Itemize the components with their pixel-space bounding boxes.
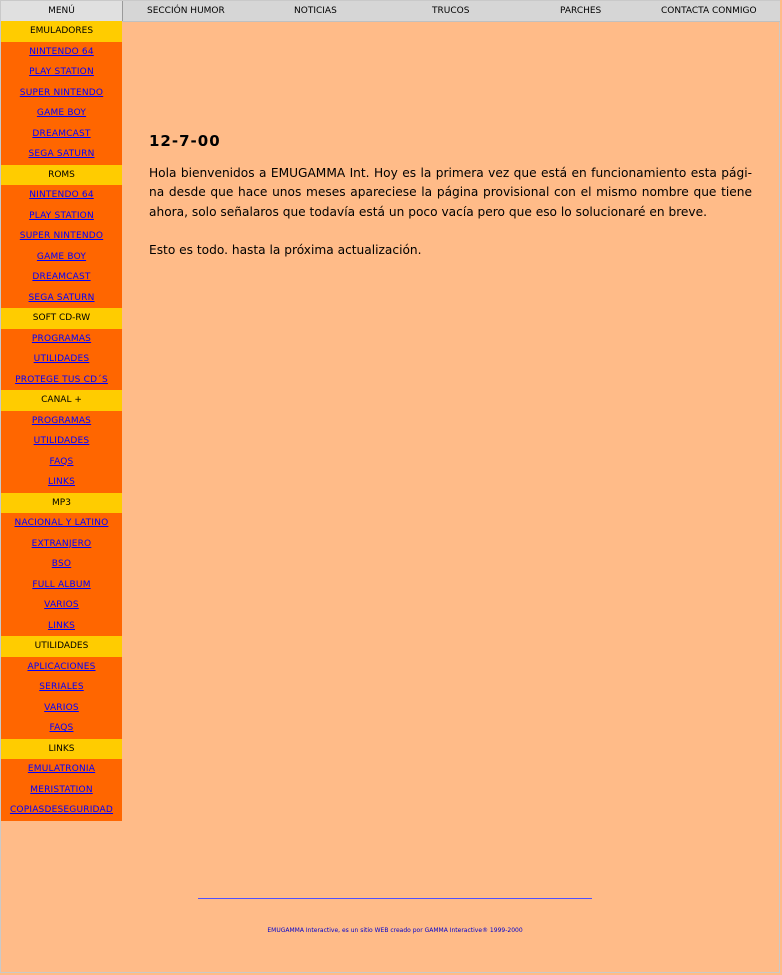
sidebar-link-soft-utilidades[interactable]: UTILIDADES — [33, 354, 90, 364]
sidebar-item — [1, 431, 122, 452]
sidebar-link-util-aplicaciones[interactable]: APLICACIONES — [27, 661, 96, 672]
sidebar-item — [1, 657, 122, 678]
sidebar-item — [1, 42, 122, 63]
sidebar-link-soft-programas[interactable]: PROGRAMAS — [31, 333, 92, 344]
sidebar-item — [1, 226, 122, 247]
sidebar-item — [1, 411, 122, 432]
sidebar-category-soft-cd-rw: SOFT CD-RW — [1, 308, 122, 329]
sidebar-link-emuladores-super-nintendo[interactable]: SUPER NINTENDO — [19, 87, 104, 98]
sidebar-item — [1, 452, 122, 473]
sidebar-link-soft-protege-tus-cds[interactable]: PROTEGE TUS CD´S — [15, 374, 108, 385]
sidebar-link-copiasdeseguridad[interactable]: COPIASDESEGURIDAD — [9, 805, 114, 815]
sidebar-link-mp3-extranjero[interactable]: EXTRANJERO — [31, 538, 92, 549]
sidebar-item — [1, 595, 122, 616]
sidebar-item — [1, 718, 122, 739]
sidebar-link-roms-nintendo-64[interactable]: NINTENDO 64 — [29, 190, 94, 200]
sidebar-item — [1, 83, 122, 104]
sidebar-link-util-seriales[interactable]: SERIALES — [39, 682, 84, 692]
sidebar-link-roms-sega-saturn[interactable]: SEGA SATURN — [28, 292, 95, 303]
sidebar-link-canal-programas[interactable]: PROGRAMAS — [31, 415, 92, 426]
sidebar-item — [1, 759, 122, 780]
sidebar-item — [1, 800, 122, 821]
sidebar-item — [1, 206, 122, 227]
sidebar-item — [1, 616, 122, 637]
sidebar-category-utilidades: UTILIDADES — [1, 636, 122, 657]
sidebar-item — [1, 554, 122, 575]
sidebar-item — [1, 103, 122, 124]
nav-link-trucos[interactable]: TRUCOS — [432, 6, 470, 16]
news-paragraph-welcome: Hola bienvenidos a EMUGAMMA Int. Hoy es la primera vez que está en funcionamiento esta pági-na desde que hace unos meses apareciese la página provisional con el mismo nombre que tiene ahora, solo señalaros que todavía está un poco vacía pero que eso lo solucionaré en breve. — [149, 166, 752, 219]
sidebar-link-emulatronia[interactable]: EMULATRONIA — [27, 764, 96, 774]
sidebar-link-util-varios[interactable]: VARIOS — [44, 702, 79, 713]
sidebar-item — [1, 780, 122, 801]
sidebar-link-roms-dreamcast[interactable]: DREAMCAST — [32, 272, 91, 282]
sidebar-link-mp3-links[interactable]: LINKS — [47, 620, 75, 631]
sidebar-category-links: LINKS — [1, 739, 122, 760]
sidebar-item — [1, 267, 122, 288]
sidebar-link-canal-utilidades[interactable]: UTILIDADES — [33, 436, 90, 446]
sidebar-item — [1, 534, 122, 555]
sidebar-item — [1, 370, 122, 391]
sidebar-link-roms-super-nintendo[interactable]: SUPER NINTENDO — [19, 231, 104, 241]
sidebar-link-emuladores-dreamcast[interactable]: DREAMCAST — [32, 128, 91, 139]
nav-link-contacta-conmigo[interactable]: CONTACTA CONMIGO — [661, 6, 757, 16]
sidebar-item — [1, 124, 122, 145]
sidebar-link-emuladores-game-boy[interactable]: GAME BOY — [36, 108, 87, 118]
nav-link-seccion-humor[interactable]: SECCIÓN HUMOR — [147, 6, 225, 16]
sidebar-link-roms-play-station[interactable]: PLAY STATION — [29, 210, 94, 221]
sidebar-link-canal-faqs[interactable]: FAQS — [49, 456, 74, 467]
nav-link-parches[interactable]: PARCHES — [560, 6, 602, 16]
sidebar-category-emuladores: EMULADORES — [1, 21, 122, 42]
nav-link-noticias[interactable]: NOTICIAS — [294, 6, 337, 16]
news-paragraph-closing: Esto es todo. hasta la próxima actualización. — [149, 243, 422, 258]
sidebar-item — [1, 288, 122, 309]
sidebar-item — [1, 349, 122, 370]
sidebar-item — [1, 677, 122, 698]
sidebar-category-roms: ROMS — [1, 165, 122, 186]
sidebar-link-canal-links[interactable]: LINKS — [47, 477, 75, 487]
sidebar-item — [1, 62, 122, 83]
sidebar-item — [1, 472, 122, 493]
sidebar-link-roms-game-boy[interactable]: GAME BOY — [36, 251, 87, 262]
sidebar-menu — [1, 21, 122, 821]
sidebar-item — [1, 575, 122, 596]
sidebar-item — [1, 513, 122, 534]
sidebar-link-emuladores-sega-saturn[interactable]: SEGA SATURN — [28, 149, 95, 159]
sidebar-link-mp3-full-album[interactable]: FULL ALBUM — [32, 579, 91, 590]
sidebar-link-mp3-bso[interactable]: BSO — [51, 559, 72, 569]
footer-credits: EMUGAMMA Interactive, es un sitio WEB creado por GAMMA Interactive® 1999-2000 — [267, 927, 523, 934]
sidebar-item — [1, 329, 122, 350]
sidebar-item — [1, 185, 122, 206]
sidebar-link-emuladores-play-station[interactable]: PLAY STATION — [29, 67, 94, 77]
news-date: 12-7-00 — [149, 132, 221, 150]
sidebar-item — [1, 144, 122, 165]
sidebar-category-mp3: MP3 — [1, 493, 122, 514]
sidebar-link-emuladores-nintendo-64[interactable]: NINTENDO 64 — [29, 46, 94, 57]
sidebar-category-canal-plus: CANAL + — [1, 390, 122, 411]
top-navigation-bar — [1, 1, 780, 22]
sidebar-link-mp3-varios[interactable]: VARIOS — [44, 600, 79, 610]
sidebar-item — [1, 698, 122, 719]
sidebar-link-util-faqs[interactable]: FAQS — [49, 723, 74, 733]
menu-tab[interactable]: MENÚ — [1, 1, 123, 21]
sidebar-link-mp3-nacional-y-latino[interactable]: NACIONAL Y LATINO — [14, 518, 109, 528]
sidebar-item — [1, 247, 122, 268]
main-content — [149, 132, 752, 280]
sidebar-link-meristation[interactable]: MERISTATION — [30, 784, 93, 795]
footer-divider — [198, 898, 592, 899]
